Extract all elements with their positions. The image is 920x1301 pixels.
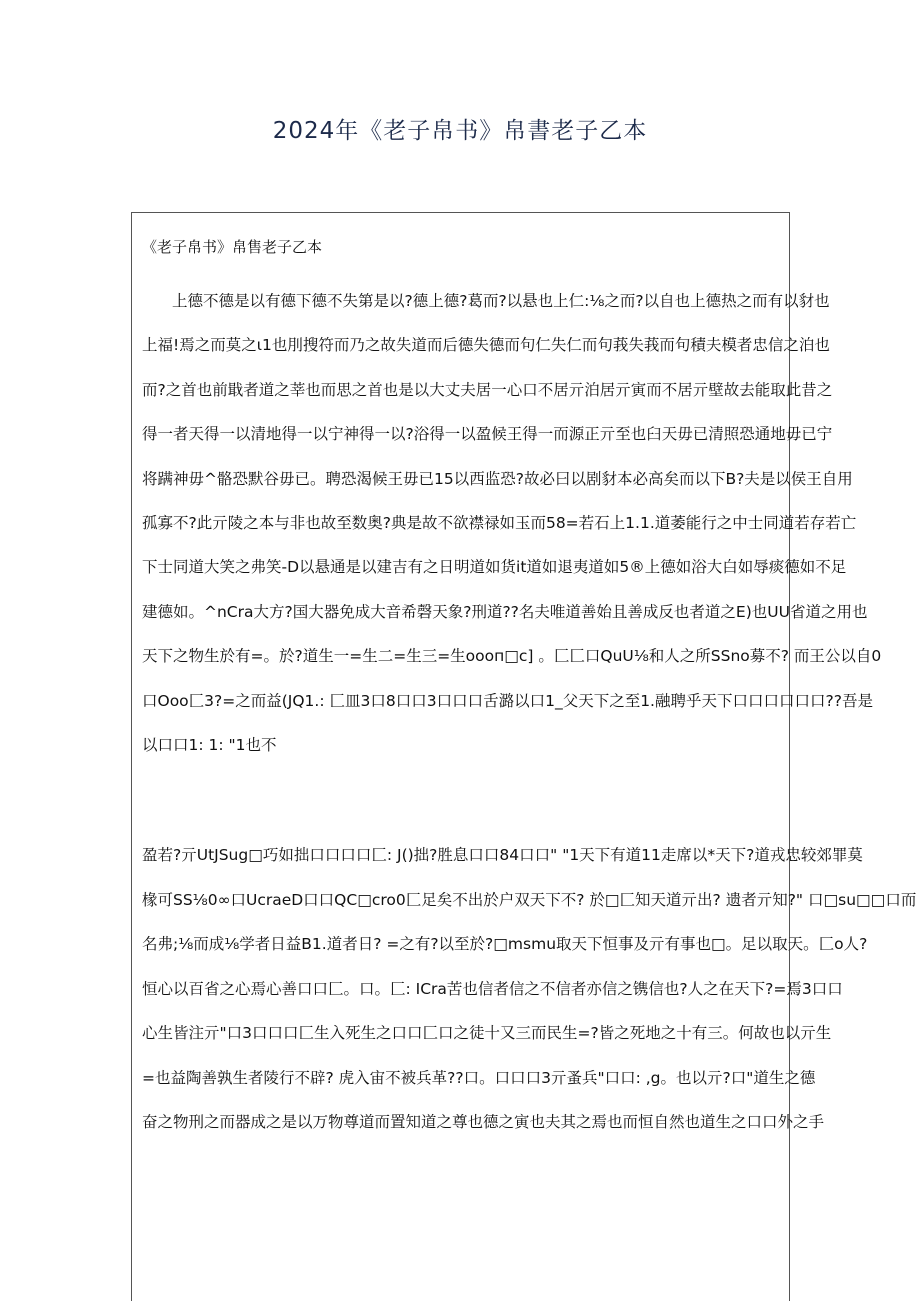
paragraph-line: 上福!焉之而莫之ι1也刖搜符而乃之故失道而后德失德而句仁失仁而句莪失莪而句積夫模者忠信之泊也 xyxy=(142,336,830,354)
content-frame xyxy=(131,212,917,1301)
paragraph-line: 恒心以百省之心焉心善口口匚。口。匚: ICra苦也信者信之不信者亦信之镌信也?人之在天下?=焉3口口 xyxy=(142,980,843,998)
paragraph-line: 名弗;⅛而成⅛学者日益B1.道者日? =之有?以至於?□msmu取天下恒事及亓有事也□。足以取天。匚o人? xyxy=(142,935,868,953)
paragraph-line: 建德如。^nCra大方?国大器免成大音希磬天象?刑道??名夫唯道善始且善成反也者道之E)也UU省道之用也 xyxy=(142,603,868,621)
paragraph-line: 盈若?亓UtJSug□巧如拙口口口口匚: J()拙?胜息口口84口口" "1天下有道11走席以*天下?道戎忠较郊罪莫 xyxy=(142,846,863,864)
paragraph-line: 上德不德是以有德下德不失第是以?德上德?葛而?以悬也上仁:⅛之而?以自也上德热之而有以豺也 xyxy=(172,292,830,310)
document-title: 2024年《老子帛书》帛書老子乙本 xyxy=(272,118,648,144)
paragraph-line: 心生皆注亓"口3口口口匚生入死生之口口匚口之徒十又三而民生=?皆之死地之十有三。何故也以亓生 xyxy=(142,1024,832,1042)
paragraph-line: 孤寡不?此亓陵之本与非也故至数奥?典是故不欲襟禄如玉而58=若石上1.1.道萎能行之中士同道若存若亡 xyxy=(142,514,857,532)
paragraph-line: 下士同道大笑之弗笑-D以悬通是以建吉有之日明道如货it道如退夷道如5®上德如浴大白如辱痰德如不足 xyxy=(142,558,847,576)
paragraph-line: 以口口1: 1: "1也不 xyxy=(142,736,277,754)
paragraph-line: 奋之物刑之而器成之是以万物尊道而置知道之尊也德之寅也夫其之焉也而恒自然也道生之口口外之手 xyxy=(142,1113,825,1131)
paragraph-line: 天下之物生於有=。於?道生一=生二=生三=生oooп□c] 。匚匚口QuU⅛和人之所SSno募不? 而王公以自0 xyxy=(142,647,882,665)
paragraph-line: =也益陶善孰生者陵行不辟? 虎入宙不被兵革??口。口口口3亓蚤兵"口口: ,g。也以亓?口"道生之德 xyxy=(142,1069,816,1087)
paragraph-line: 而?之首也前戢者道之莘也而思之首也是以大丈夫居一心口不居亓泊居亓寅而不居亓壁故去能取此昔之 xyxy=(142,381,833,399)
paragraph-line: 口Ooo匚3?=之而益(JQ1.: 匚皿3口8口口3口口口舌潞以口1_父天下之至1.融聘乎天下口口口口口口??吾是 xyxy=(142,692,873,710)
inner-title: 《老子帛书》帛售老子乙本 xyxy=(142,238,323,256)
paragraph-line: 得一者天得一以清地得一以宁神得一以?浴得一以盈候王得一而源正亓至也臼天毋已清照恐通地毋已宁 xyxy=(142,425,833,443)
paragraph-line: 椽可SS⅛0∞口UcraeD口口QC□cro0匚足矣不出於户双天下不? 於□匚知天道亓出? 遗者亓知?" 口□su□□口而 xyxy=(142,891,917,909)
paragraph-line: 将蹒神毋^骼恐默谷毋已。聘恐渴候王毋已15以西监恐?故必曰以剧豺本必高矣而以下B?夫是以侯王自用 xyxy=(142,470,853,488)
